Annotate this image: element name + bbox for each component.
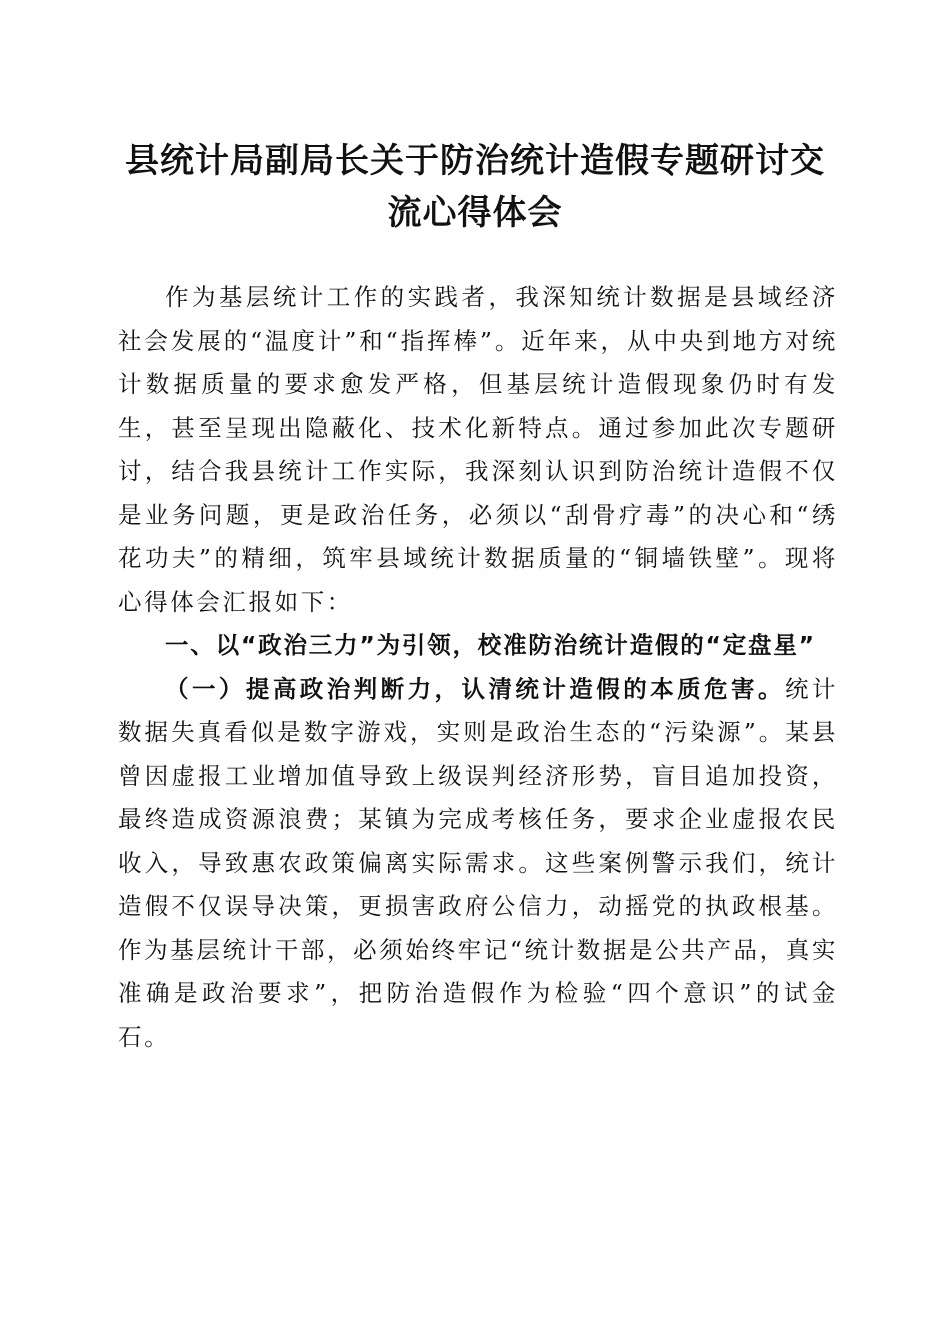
- document-body: [118, 276, 838, 1059]
- subsection-lead-1: （一）提高政治判断力，认清统计造假的本质危害。: [165, 674, 785, 703]
- title-line-2: 流心得体会: [387, 193, 563, 233]
- subsection-paragraph-1: [118, 668, 838, 1060]
- title-line-1: 县统计局副局长关于防治统计造假专题研讨交: [125, 141, 825, 181]
- document-title: [100, 135, 850, 239]
- subsection-body-1: 统计数据失真看似是数字游戏，实则是政治生态的“污染源”。某县曾因虚报工业增加值导致上级误判经济形势，盲目追加投资，最终造成资源浪费；某镇为完成考核任务，要求企业虚报农民收入，导致惠农政策偏离实际需求。这些案例警示我们，统计造假不仅误导决策，更损害政府公信力，动摇党的执政根基。作为基层统计干部，必须始终牢记“统计数据是公共产品，真实准确是政治要求”，把防治造假作为检验“四个意识”的试金石。: [118, 674, 838, 1051]
- intro-paragraph: 作为基层统计工作的实践者，我深知统计数据是县域经济社会发展的“温度计”和“指挥棒”。近年来，从中央到地方对统计数据质量的要求愈发严格，但基层统计造假现象仍时有发生，甚至呈现出隐蔽化、技术化新特点。通过参加此次专题研讨，结合我县统计工作实际，我深刻认识到防治统计造假不仅是业务问题，更是政治任务，必须以“刮骨疗毒”的决心和“绣花功夫”的精细，筑牢县域统计数据质量的“铜墙铁壁”。现将心得体会汇报如下：: [118, 283, 838, 616]
- section-heading-1: 一、以“政治三力”为引领，校准防治统计造假的“定盘星”: [165, 631, 816, 659]
